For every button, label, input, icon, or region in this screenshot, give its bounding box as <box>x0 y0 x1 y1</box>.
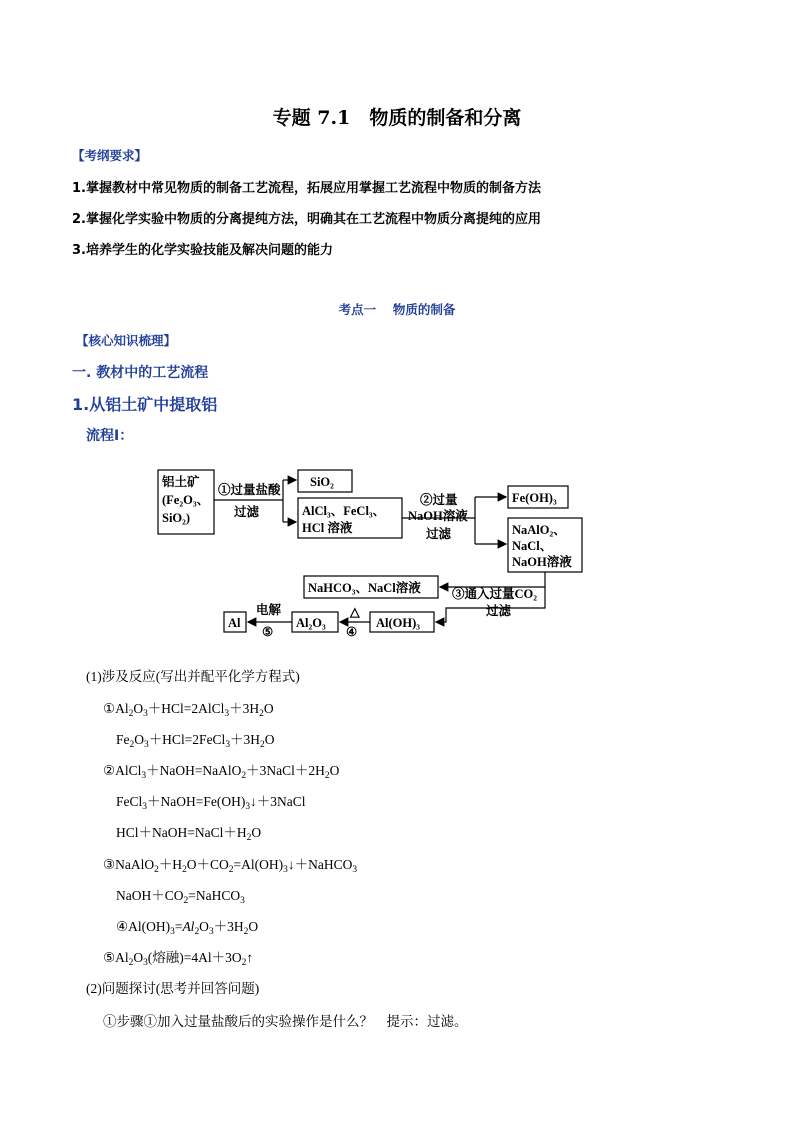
filtrate-label-1: AlCl₃、FeCl₃、 <box>302 504 386 518</box>
ore-label-2: (Fe₂O₃、 <box>162 493 210 507</box>
step2-reagent-2: NaOH溶液 <box>408 509 468 523</box>
ore-label-1: 铝土矿 <box>162 475 200 489</box>
subsection-title: 1.从铝土矿中提取铝 <box>72 395 218 414</box>
question2-heading: (2)问题探讨(思考并回答问题) <box>86 981 260 996</box>
flow-label: 流程Ⅰ： <box>86 428 134 444</box>
step1-reagent: ①过量盐酸 <box>218 483 281 497</box>
equation-1a: $①Al_2O_3+HCl=2AlCl_3+3H_2O$ <box>103 701 274 719</box>
equation-5: $⑤Al_2O_3$(熔融)$=4Al+3O_2↑$ <box>103 950 254 968</box>
question1-heading: (1)涉及反应(写出并配平化学方程式) <box>86 669 300 684</box>
step2-reagent-1: ②过量 <box>420 493 458 507</box>
equation-2c: $HCl+NaOH=NaCl+H_2O$ <box>116 825 262 843</box>
aloh3-label: Al(OH)₃ <box>376 616 421 630</box>
requirement-item: 3.培养学生的化学实验技能及解决问题的能力 <box>72 243 333 258</box>
part-one-heading: 一. 教材中的工艺流程 <box>72 365 209 381</box>
question2-item-1: ①步骤①加入过量盐酸后的实验操作是什么？ 提示：过滤。 <box>103 1014 468 1029</box>
equation-2a: $②AlCl_3+NaOH=NaAlO_2+3NaCl+2H_2O$ <box>103 763 340 781</box>
equation-1b: $Fe_2O_3+HCl=2FeCl_3+3H_2O$ <box>116 732 275 750</box>
ore-label-3: SiO₂) <box>162 511 191 525</box>
naalo2-label-3: NaOH溶液 <box>512 555 572 569</box>
step4-number: ④ <box>346 625 358 639</box>
al2o3-label: Al₂O₃ <box>296 616 326 630</box>
step4-condition: △ <box>350 605 360 619</box>
core-knowledge-heading: 【核心知识梳理】 <box>76 333 177 348</box>
equation-2b: $FeCl_3+NaOH=Fe(OH)_3↓+3NaCl$ <box>116 794 306 812</box>
requirements-heading: 【考纲要求】 <box>72 148 148 163</box>
equation-4: $④Al(OH)_3=Al_2O_3+3H_2O$ <box>116 919 259 937</box>
sio2-label: SiO₂ <box>310 475 334 489</box>
step2-operation: 过滤 <box>426 527 452 541</box>
step5-condition: 电解 <box>256 603 282 617</box>
naalo2-label-1: NaAlO₂、 <box>512 523 566 537</box>
step1-operation: 过滤 <box>234 505 260 519</box>
requirement-item: 1.掌握教材中常见物质的制备工艺流程，拓展应用掌握工艺流程中物质的制备方法 <box>72 181 541 196</box>
step3-operation: 过滤 <box>486 604 512 618</box>
step5-number: ⑤ <box>262 625 274 639</box>
naalo2-label-2: NaCl、 <box>512 539 553 553</box>
page-title: 专题 7.1 物质的制备和分离 <box>272 107 522 129</box>
feoh3-label: Fe(OH)₃ <box>512 491 557 505</box>
filtrate-label-2: HCl 溶液 <box>302 521 353 535</box>
kaodian-heading: 考点一 物质的制备 <box>338 302 456 317</box>
nahco3-label: NaHCO₃、NaCl溶液 <box>308 581 421 595</box>
equation-3b: $NaOH+CO_2=NaHCO_3$ <box>116 888 245 906</box>
equation-3a: $③NaAlO_2+H_2O+CO_2=Al(OH)_3↓+NaHCO_3$ <box>103 857 358 875</box>
process-flow-diagram <box>150 460 605 640</box>
requirement-item: 2.掌握化学实验中物质的分离提纯方法，明确其在工艺流程中物质分离提纯的应用 <box>72 212 541 227</box>
al-label: Al <box>228 616 241 630</box>
step3-reagent: ③通入过量CO₂ <box>452 587 537 601</box>
